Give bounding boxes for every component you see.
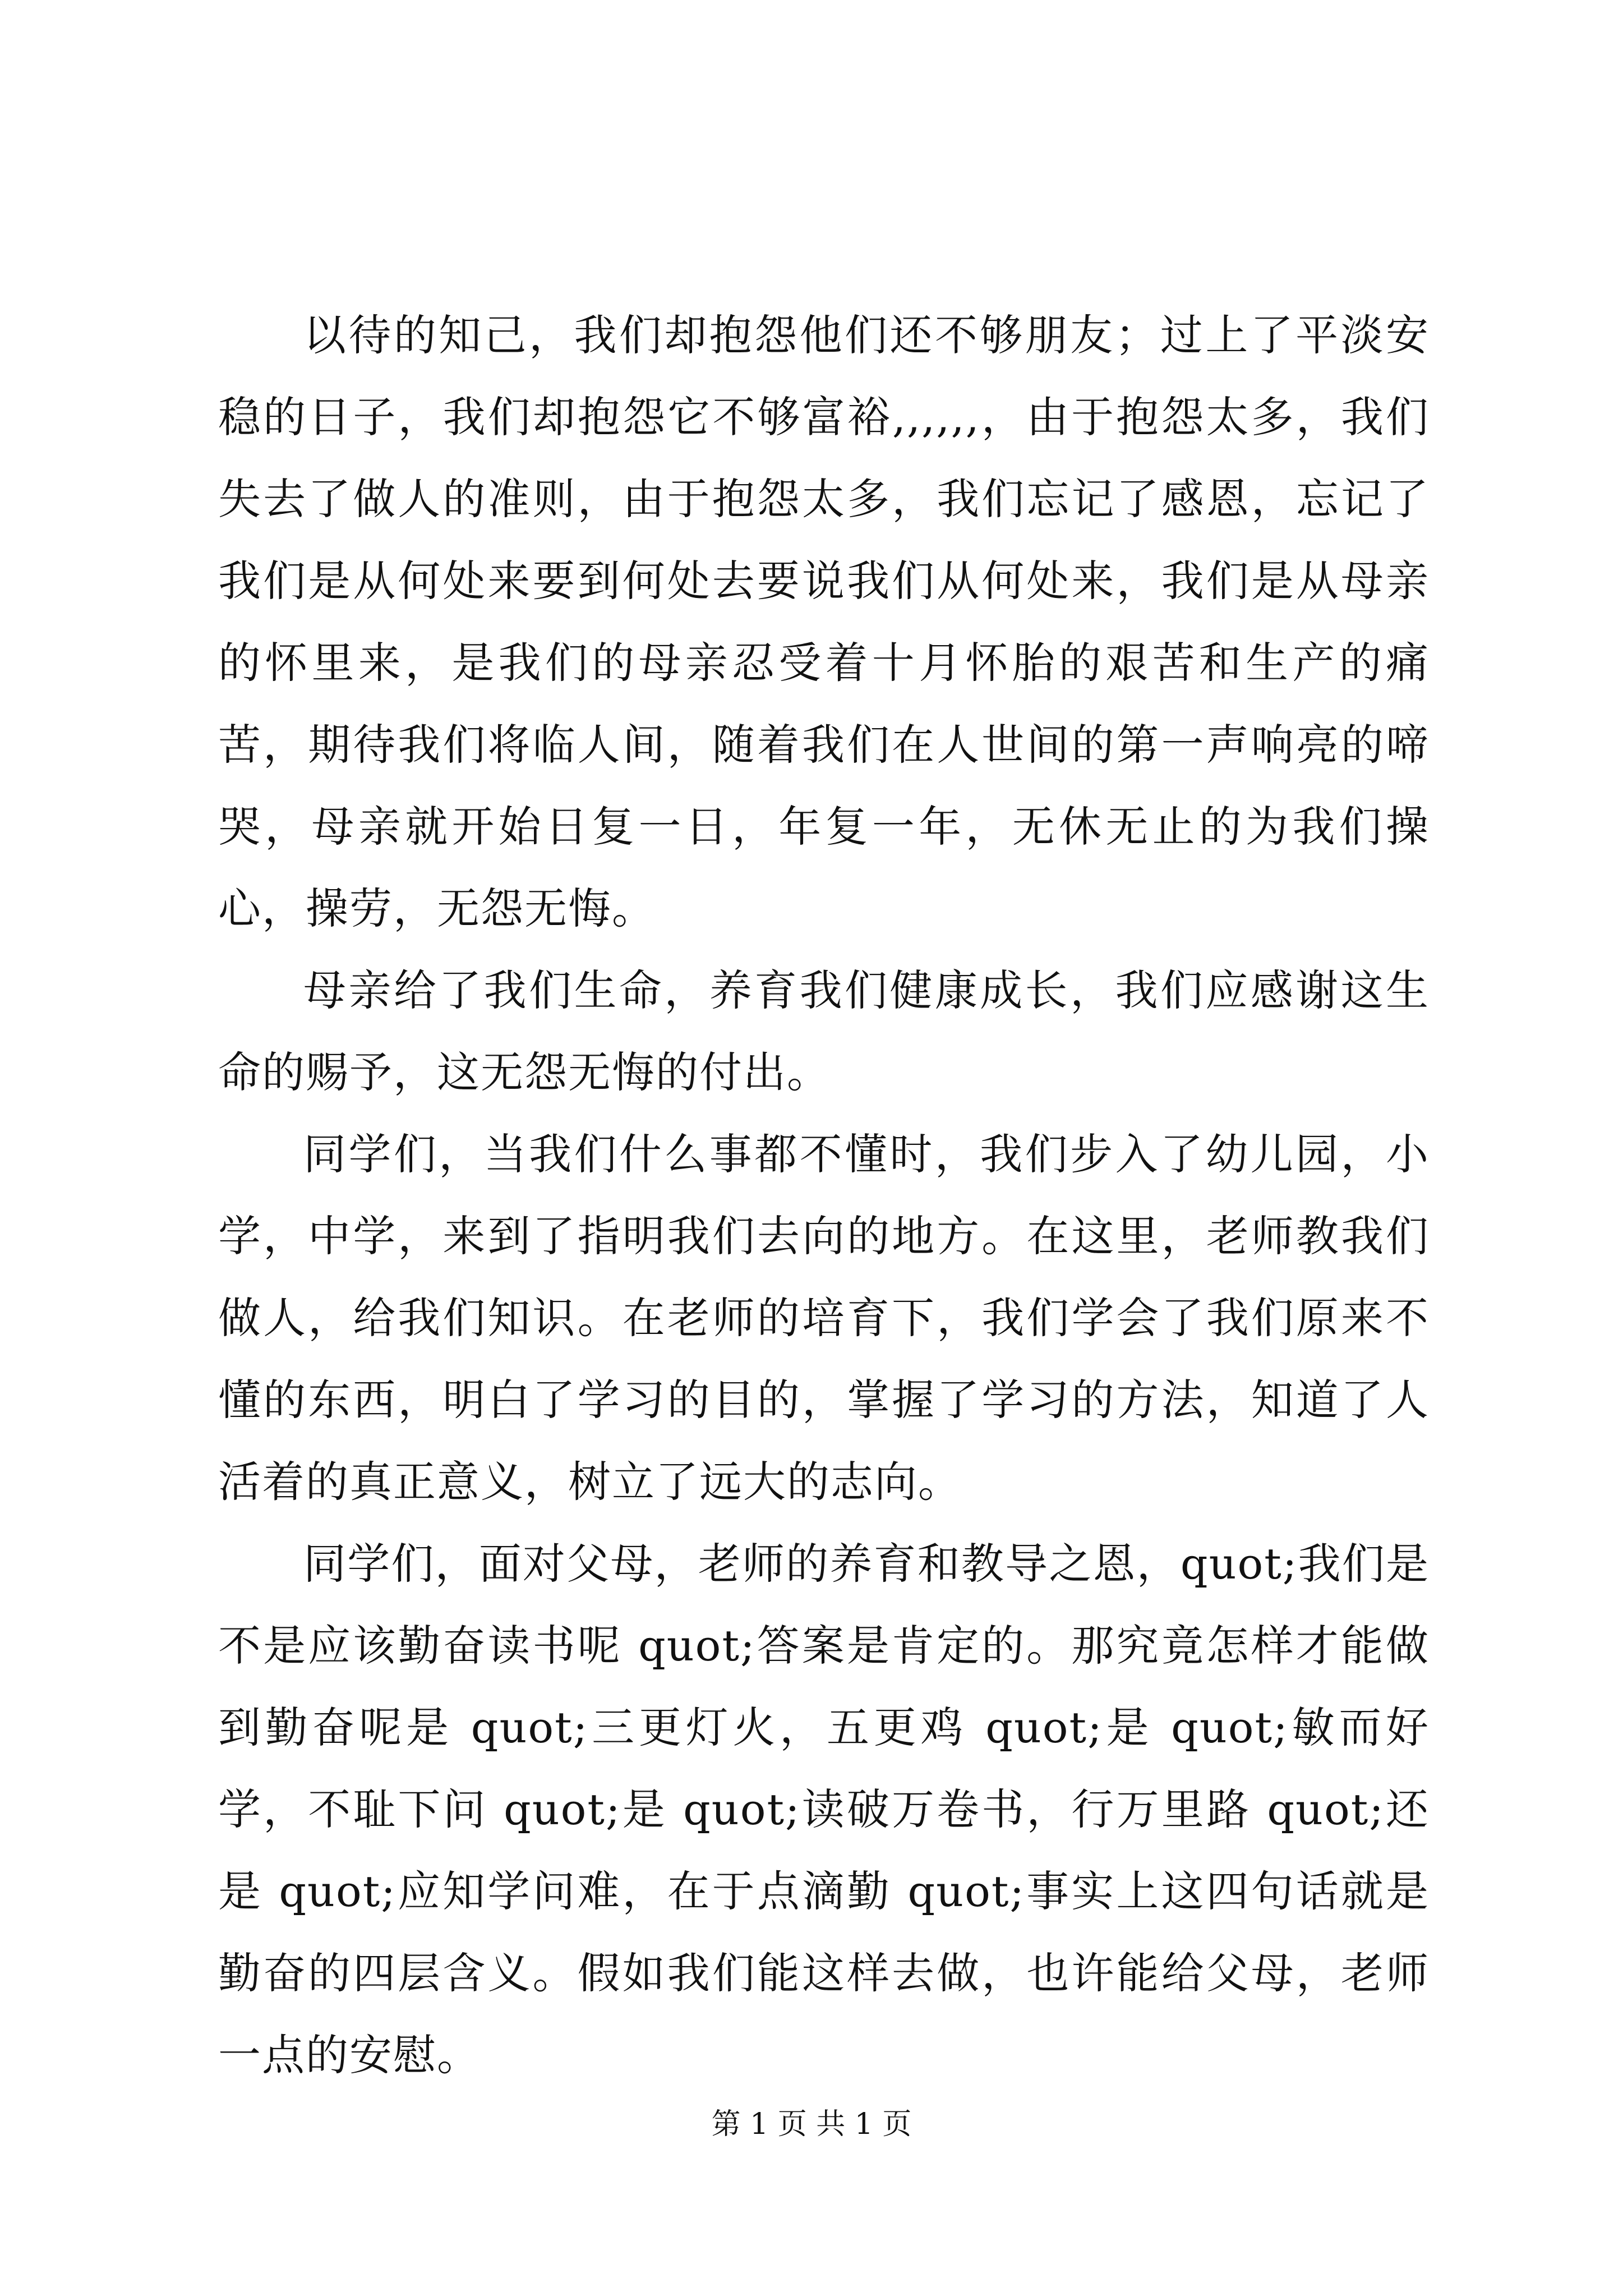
page-footer: 第 1 页 共 1 页 <box>711 2108 912 2141</box>
paragraph-3: 同学们，当我们什么事都不懂时，我们步入了幼儿园，小学，中学，来到了指明我们去向的地方。在这里，老师教我们做人，给我们知识。在老师的培育下，我们学会了我们原来不懂的东西，明白了学习的目的，掌握了学习的方法，知道了人活着的真正意义，树立了远大的志向。 <box>218 1129 1430 1507</box>
document-body <box>218 295 1430 2096</box>
paragraph-2: 母亲给了我们生命，养育我们健康成长，我们应感谢这生命的赐予，这无怨无悔的付出。 <box>218 965 1430 1097</box>
paragraph-4: 同学们，面对父母，老师的养育和教导之恩，quot;我们是不是应该勤奋读书呢 quot;答案是肯定的。那究竟怎样才能做到勤奋呢是 quot;三更灯火，五更鸡 quot;是 quot;敏而好学，不耻下问 quot;是 quot;读破万卷书，行万里路 quot;还是 quot;应知学问难，在于点滴勤 quot;事实上这四句话就是勤奋的四层含义。假如我们能这样去做，也许能给父母，老师一点的安慰。 <box>218 1539 1430 2080</box>
paragraph-1: 以待的知己，我们却抱怨他们还不够朋友；过上了平淡安稳的日子，我们却抱怨它不够富裕,,,,,,，由于抱怨太多，我们失去了做人的准则，由于抱怨太多，我们忘记了感恩，忘记了我们是从何处来要到何处去要说我们从何处来，我们是从母亲的怀里来，是我们的母亲忍受着十月怀胎的艰苦和生产的痛苦，期待我们将临人间，随着我们在人世间的第一声响亮的啼哭，母亲就开始日复一日，年复一年，无休无止的为我们操心，操劳，无怨无悔。 <box>218 310 1430 933</box>
